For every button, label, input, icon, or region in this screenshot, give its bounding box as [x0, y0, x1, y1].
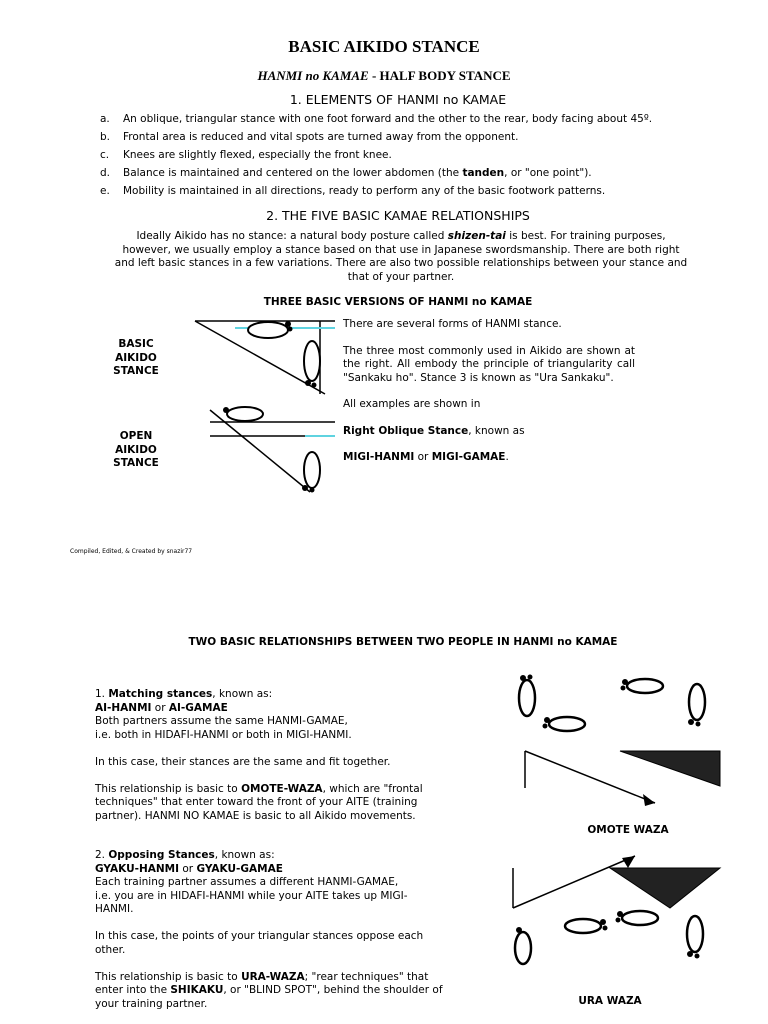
para-text: is best. For training purposes, [505, 230, 666, 242]
item-text: Knees are slightly flexed, especially the front knee. [123, 149, 392, 161]
foot-icon [616, 911, 659, 925]
page-subtitle [0, 68, 768, 84]
basic-stance-label [96, 338, 176, 379]
migi-gamae-term: MIGI-GAMAE [431, 451, 506, 463]
text-line: Both partners assume the same HANMI-GAMAE, [95, 715, 348, 727]
text-line: other. [95, 943, 126, 956]
basic-stance-diagram [190, 316, 340, 396]
tanden-term: tanden [462, 167, 505, 179]
shikaku-term: SHIKAKU [170, 984, 224, 996]
text: , known as: [214, 849, 275, 861]
para-text: that of your partner. [347, 270, 455, 283]
foot-icon [565, 919, 608, 933]
text-block: The three most commonly used in Aikido are shown at the right. All embody the principle of triangularity call "Sankaku ho". Stance 3 is known as "Ura Sankaku". [343, 344, 635, 384]
omote-waza-term: OMOTE-WAZA [241, 782, 323, 795]
open-stance-diagram [200, 402, 340, 498]
shizen-tai-term: shizen-tai [447, 230, 506, 242]
relationships-heading: TWO BASIC RELATIONSHIPS BETWEEN TWO PEOPLE IN HANMI no KAMAE [188, 636, 618, 648]
label-line: BASIC [118, 338, 154, 350]
omote-waza-diagram [505, 668, 725, 816]
foot-icon [687, 916, 703, 959]
item-text: Frontal area is reduced and vital spots are turned away from the opponent. [123, 131, 519, 143]
item-text [123, 167, 592, 179]
foot-icon [304, 341, 320, 388]
foot-icon [248, 321, 293, 338]
text-line: i.e. you are in HIDAFI-HANMI while your AITE takes up MIGI- [95, 889, 408, 902]
gyaku-hanmi-term: GYAKU-HANMI [95, 862, 180, 875]
para-text: Ideally Aikido has no stance: a natural body posture called [136, 230, 448, 242]
foot-icon [302, 452, 320, 493]
matching-term: Matching stances [108, 688, 213, 700]
open-stance-label [96, 430, 176, 471]
ura-waza-caption: URA WAZA [578, 995, 642, 1007]
foot-icon [688, 684, 705, 727]
item-label: c. [100, 149, 110, 161]
text-line: HANMI. [95, 903, 134, 915]
label-line: STANCE [113, 365, 159, 377]
credit-text: Compiled, Edited, & Created by snazir77 [70, 548, 193, 555]
para-text: however, we usually employ a stance based on that use in Japanese swordsmanship. There are both right [122, 243, 680, 256]
text-line: In this case, the points of your triangular stances oppose each [95, 930, 424, 942]
item-text-pre: Balance is maintained and centered on the lower abdomen (the [123, 167, 463, 179]
text-line: Each training partner assumes a different HANMI-GAMAE, [95, 876, 399, 888]
section2-heading: 2. THE FIVE BASIC KAMAE RELATIONSHIPS [266, 208, 530, 223]
subtitle-rest: - HALF BODY STANCE [368, 68, 511, 83]
label-line: OPEN [119, 430, 153, 442]
text-line: . [505, 451, 509, 463]
versions-text [343, 318, 635, 465]
gyaku-gamae-term: GYAKU-GAMAE [196, 862, 283, 875]
label-line: STANCE [113, 457, 159, 469]
text: or [151, 701, 169, 714]
text: This relationship is basic to [95, 970, 242, 983]
text-line: your training partner. [95, 997, 208, 1010]
ai-hanmi-term: AI-HANMI [95, 701, 152, 714]
label-line: AIKIDO [115, 351, 157, 364]
item-text-post: , or "one point"). [504, 167, 592, 179]
text-line: partner). HANMI NO KAMAE is basic to all Aikido movements. [95, 809, 416, 822]
ura-waza-diagram [505, 848, 725, 988]
item-label: a. [100, 113, 110, 125]
text-line: All examples are shown in [343, 398, 481, 410]
item-label: d. [100, 167, 111, 179]
foot-icon [515, 927, 531, 964]
matching-stances-block [95, 688, 475, 823]
text: 2. [95, 849, 109, 861]
text-line: i.e. both in HIDAFI-HANMI or both in MIGI-HANMI. [95, 728, 352, 741]
text: 1. [95, 688, 109, 700]
page-title: BASIC AIKIDO STANCE [288, 37, 480, 56]
migi-hanmi-term: MIGI-HANMI [343, 451, 415, 463]
text-line: or [414, 451, 432, 463]
text: , known as: [212, 688, 273, 700]
foot-icon [543, 717, 586, 731]
foot-icon [223, 407, 263, 421]
section2-paragraph [88, 230, 714, 284]
label-line: AIKIDO [115, 443, 157, 456]
item-label: b. [100, 131, 111, 143]
para-text: and left basic stances in a few variations. There are also two possible relationships between your stance and [114, 257, 688, 269]
foot-icon [519, 675, 535, 717]
text: , or "BLIND SPOT", behind the shoulder of [223, 984, 443, 996]
text: ; "rear techniques" that [304, 970, 429, 983]
text: This relationship is basic to [95, 782, 242, 795]
versions-heading: THREE BASIC VERSIONS OF HANMI no KAMAE [263, 296, 533, 308]
right-oblique-term: Right Oblique Stance [343, 424, 469, 437]
ai-gamae-term: AI-GAMAE [168, 701, 228, 714]
item-text: An oblique, triangular stance with one foot forward and the other to the rear, body facing about 45º. [123, 113, 653, 125]
foot-icon [621, 679, 664, 693]
text: , which are "frontal [322, 782, 423, 795]
section1-heading: 1. ELEMENTS OF HANMI no KAMAE [289, 92, 507, 107]
opposing-stances-block [95, 849, 475, 1011]
subtitle-italic: HANMI no KAMAE [257, 68, 369, 83]
ura-waza-term: URA-WAZA [241, 970, 305, 983]
text-line: techniques" that enter toward the front of your AITE (training [95, 796, 418, 808]
text-line: , known as [468, 424, 525, 437]
item-text: Mobility is maintained in all directions, ready to perform any of the basic footwork patterns. [123, 185, 606, 197]
text: or [179, 862, 197, 875]
opposing-term: Opposing Stances [108, 849, 215, 861]
text-line: In this case, their stances are the same and fit together. [95, 755, 391, 768]
omote-waza-caption: OMOTE WAZA [587, 824, 669, 836]
text: enter into the [95, 984, 171, 996]
item-label: e. [100, 185, 110, 197]
text-line: There are several forms of HANMI stance. [343, 318, 562, 330]
